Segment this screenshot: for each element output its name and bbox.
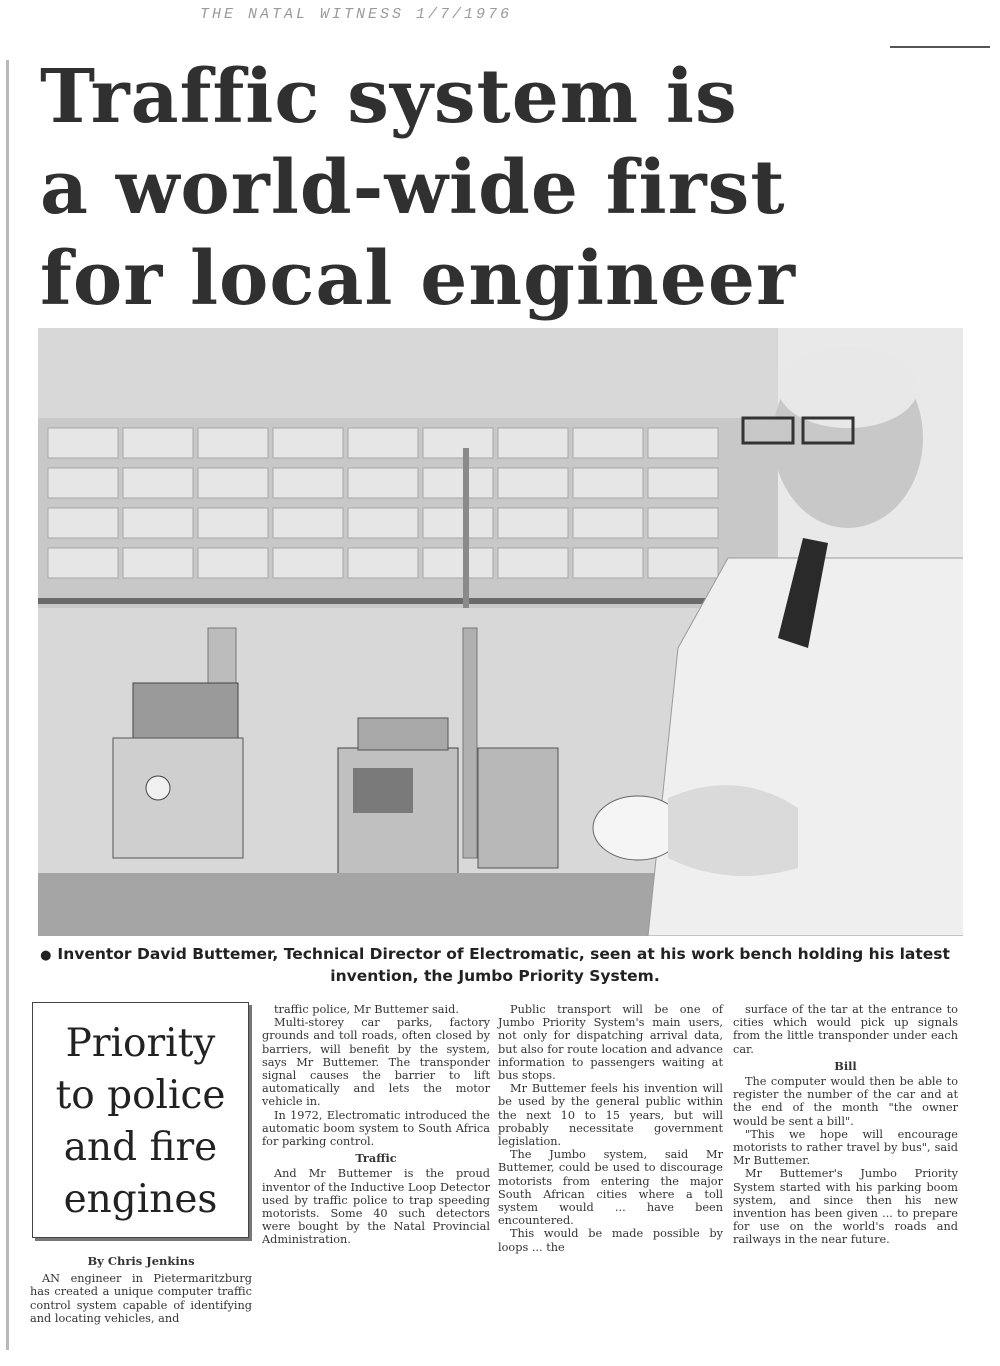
headline bbox=[40, 52, 940, 325]
headline-line-1: Traffic system is bbox=[40, 54, 738, 140]
column-4-paragraph-3: "This we hope will encourage motorists to rather travel by bus", said Mr Buttemer. bbox=[733, 1127, 958, 1168]
clipping-edge-rule bbox=[890, 46, 990, 48]
article-column-4 bbox=[733, 1003, 958, 1247]
headline-line-3: for local engineer bbox=[40, 236, 796, 322]
column-3-paragraph-3: The Jumbo system, said Mr Buttemer, could be used to discourage motorists from entering the major South African cities where a toll system would ... have been encountered. bbox=[498, 1148, 723, 1228]
column-2-paragraph-4: And Mr Buttemer is the proud inventor of the Inductive Loop Detector used by traffic police to trap speeding motorists. Some 40 such detectors were bought by the Natal Provincial Administration. bbox=[262, 1167, 490, 1247]
subheadline-line-4: engines bbox=[63, 1177, 218, 1222]
subheadline-box bbox=[32, 1002, 249, 1238]
handwritten-source-note: THE NATAL WITNESS 1/7/1976 bbox=[200, 6, 513, 23]
column-3-paragraph-4: This would be made possible by loops ... the bbox=[498, 1227, 723, 1254]
photo-engineer-at-workbench bbox=[38, 328, 963, 936]
article-column-3 bbox=[498, 1003, 723, 1254]
crosshead-bill: Bill bbox=[834, 1058, 857, 1073]
article-column-2 bbox=[262, 1003, 490, 1247]
subheadline-line-3: and fire bbox=[63, 1125, 218, 1170]
headline-line-2: a world-wide first bbox=[40, 145, 786, 231]
column-4-paragraph-4: Mr Buttemer's Jumbo Priority System started with his parking boom system, and since then his new invention has been given ... to prepare for use on the world's roads and railways in the near future. bbox=[733, 1167, 958, 1247]
photo-caption bbox=[30, 944, 960, 986]
article-column-1 bbox=[30, 1255, 252, 1325]
subheadline-line-2: to police bbox=[55, 1073, 226, 1118]
column-3-paragraph-2: Mr Buttemer feels his invention will be used by the general public within the next 10 to 15 years, but will probably necessitate government legislation. bbox=[498, 1082, 723, 1149]
column-2-paragraph-2: Multi-storey car parks, factory grounds and toll roads, often closed by barriers, will benefit by the system, says Mr Buttemer. The transponder signal causes the barrier to lift automatically and lets the motor vehicle in. bbox=[262, 1016, 490, 1109]
clipping-left-edge bbox=[6, 60, 9, 1350]
column-3-paragraph-1: Public transport will be one of Jumbo Priority System's main users, not only for dispatching arrival data, but also for route location and advance information to passengers waiting at bus stops. bbox=[498, 1003, 723, 1083]
subheadline-line-1: Priority bbox=[65, 1021, 216, 1066]
column-4-paragraph-1: surface of the tar at the entrance to cities which would pick up signals from the little transponder under each car. bbox=[733, 1003, 958, 1056]
photo-caption-text: Inventor David Buttemer, Technical Director of Electromatic, seen at his work bench holding his latest invention, the Jumbo Priority System. bbox=[57, 945, 950, 985]
column-4-paragraph-2: The computer would then be able to register the number of the car and at the end of the month "the owner would be sent a bill". bbox=[733, 1075, 958, 1128]
column-1-paragraph-1: AN engineer in Pietermaritzburg has created a unique computer traffic control system capable of identifying and locating vehicles, and bbox=[30, 1272, 252, 1325]
bullet-icon: ● bbox=[40, 948, 52, 963]
subheadline bbox=[56, 1014, 226, 1226]
crosshead-traffic: Traffic bbox=[355, 1151, 397, 1166]
column-2-paragraph-3: In 1972, Electromatic introduced the automatic boom system to South Africa for parking control. bbox=[262, 1108, 490, 1149]
column-2-paragraph-1: traffic police, Mr Buttemer said. bbox=[274, 1003, 459, 1016]
byline: By Chris Jenkins bbox=[87, 1254, 195, 1268]
